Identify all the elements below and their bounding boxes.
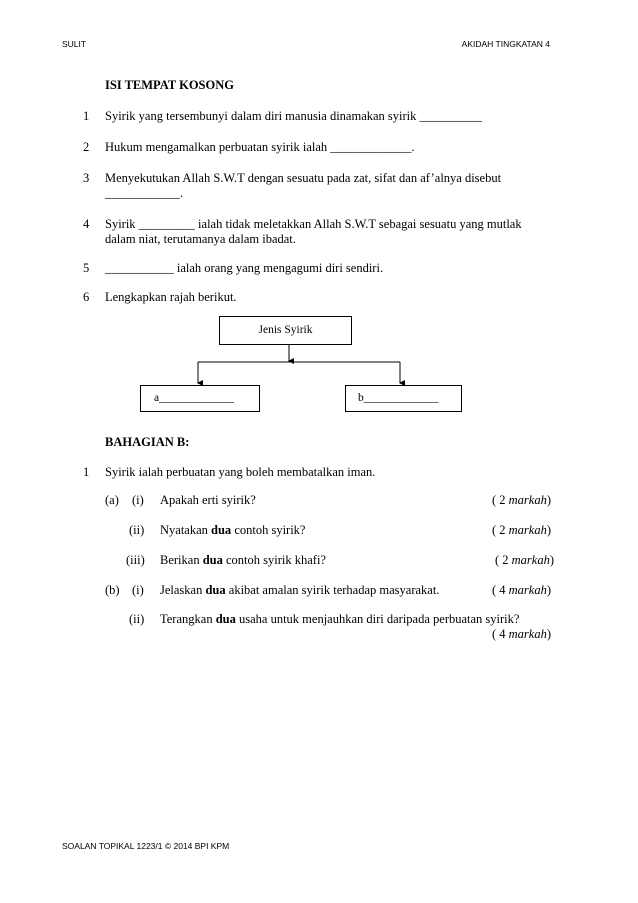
- marks-close: ): [546, 583, 551, 597]
- question-number: 4: [83, 217, 90, 231]
- marks-label: [495, 553, 554, 568]
- marks-close: ): [546, 493, 551, 507]
- diagram-left-label: a_____________: [154, 392, 234, 404]
- marks-open: ( 2: [491, 523, 509, 537]
- question-text-line2: ____________.: [105, 186, 184, 200]
- sub-question-text: [160, 523, 305, 538]
- text-pre: Terangkan: [160, 612, 216, 626]
- header-right: AKIDAH TINGKATAN 4: [461, 39, 550, 49]
- marks-label: [492, 523, 551, 538]
- text-post: contoh syirik khafi?: [222, 553, 326, 567]
- question-text: ___________ ialah orang yang mengagumi diri sendiri.: [105, 261, 384, 275]
- marks-word: markah: [508, 627, 547, 641]
- question-text-line2: dalam niat, terutamanya dalam ibadat.: [105, 232, 296, 246]
- sub-question-text: [160, 493, 256, 508]
- sub-label: (ii): [129, 523, 145, 537]
- question-number: 6: [83, 290, 90, 304]
- text-bold: dua: [205, 583, 226, 597]
- text-pre: Berikan: [160, 553, 203, 567]
- marks-word: markah: [508, 523, 547, 537]
- marks-word: markah: [511, 553, 550, 567]
- marks-close: ): [549, 553, 554, 567]
- marks-close: ): [546, 627, 551, 641]
- diagram-right-label: b_____________: [358, 392, 439, 404]
- marks-open: ( 4: [491, 627, 509, 641]
- sub-question-text: [160, 583, 439, 598]
- part-label: (b): [105, 583, 120, 597]
- marks-word: markah: [508, 493, 547, 507]
- sub-question-text: [160, 612, 519, 627]
- sub-label: (iii): [126, 553, 145, 567]
- question-number: 3: [83, 171, 90, 185]
- question-number: 1: [83, 109, 90, 123]
- marks-open: ( 4: [491, 583, 509, 597]
- sub-label: (i): [132, 493, 144, 507]
- question-text: Lengkapkan rajah berikut.: [105, 290, 237, 304]
- text-pre: Jelaskan: [160, 583, 206, 597]
- question-number: 5: [83, 261, 90, 275]
- text-post: contoh syirik?: [231, 523, 306, 537]
- text-post: akibat amalan syirik terhadap masyarakat.: [225, 583, 440, 597]
- section-b-question-text: Syirik ialah perbuatan yang boleh membatalkan iman.: [105, 465, 376, 479]
- marks-word: markah: [508, 583, 547, 597]
- text-bold: dua: [202, 553, 223, 567]
- marks-close: ): [546, 523, 551, 537]
- part-label: (a): [105, 493, 119, 507]
- text-bold: dua: [215, 612, 236, 626]
- question-text: Syirik yang tersembunyi dalam diri manusia dinamakan syirik __________: [105, 109, 483, 123]
- marks-open: ( 2: [494, 553, 512, 567]
- footer-text: SOALAN TOPIKAL 1223/1 © 2014 BPI KPM: [62, 841, 230, 851]
- diagram-left-box: [140, 385, 260, 412]
- question-text-line1: Syirik _________ ialah tidak meletakkan Allah S.W.T sebagai sesuatu yang mutlak: [105, 217, 522, 231]
- marks-label: [492, 583, 551, 598]
- section-b-question-number: 1: [83, 465, 90, 479]
- sub-question-text: [160, 553, 326, 568]
- question-number: 2: [83, 140, 90, 154]
- question-text-line1: Menyekutukan Allah S.W.T dengan sesuatu pada zat, sifat dan af’alnya disebut: [105, 171, 502, 185]
- diagram-root-label: Jenis Syirik: [258, 324, 313, 336]
- marks-label: [492, 627, 551, 642]
- text-bold: dua: [211, 523, 232, 537]
- text-pre: Apakah erti syirik?: [160, 493, 256, 507]
- text-pre: Nyatakan: [160, 523, 212, 537]
- text-post: usaha untuk menjauhkan diri daripada perbuatan syirik?: [235, 612, 520, 626]
- section-a-title: ISI TEMPAT KOSONG: [105, 78, 234, 92]
- header-left: SULIT: [62, 39, 87, 49]
- marks-open: ( 2: [491, 493, 509, 507]
- sub-label: (ii): [129, 612, 145, 626]
- marks-label: [492, 493, 551, 508]
- section-b-title: BAHAGIAN B:: [105, 435, 190, 449]
- sub-label: (i): [132, 583, 144, 597]
- question-text: Hukum mengamalkan perbuatan syirik ialah _____________.: [105, 140, 415, 154]
- diagram-right-box: [345, 385, 462, 412]
